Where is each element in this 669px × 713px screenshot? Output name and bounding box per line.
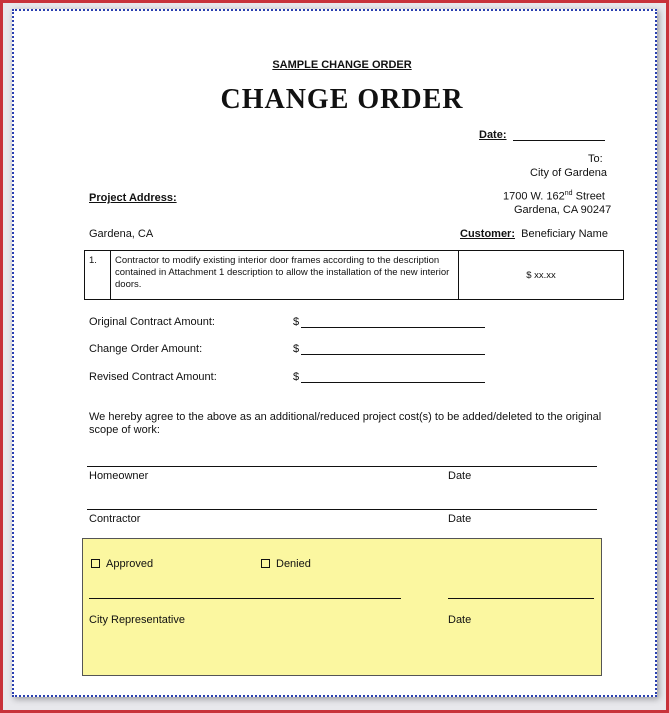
agreement-text: We hereby agree to the above as an additional/reduced project cost(s) to be added/deleted to the original scope of work: xyxy=(89,411,602,436)
approved-label: Approved xyxy=(106,558,154,570)
address-line1: 1700 W. 162nd Street xyxy=(503,190,605,203)
change-amount-prefix: $ xyxy=(293,343,300,355)
date-label: Date: xyxy=(479,129,507,141)
page-content xyxy=(28,22,669,706)
original-amount-prefix: $ xyxy=(293,316,300,328)
rep-signature-line[interactable] xyxy=(89,598,401,599)
project-address-label: Project Address: xyxy=(89,192,177,204)
change-amount-label: Change Order Amount: xyxy=(89,343,203,355)
sample-title: SAMPLE CHANGE ORDER xyxy=(272,59,412,71)
rep-date-line[interactable] xyxy=(448,598,594,599)
contractor-signature-line[interactable] xyxy=(87,509,597,510)
city-rep-label: City Representative xyxy=(89,614,185,626)
original-amount-label: Original Contract Amount: xyxy=(89,316,215,328)
city-text: Gardena, CA xyxy=(89,228,154,240)
item-amount: $ xx.xx xyxy=(526,269,556,281)
revised-amount-prefix: $ xyxy=(293,371,300,383)
change-amount-field[interactable] xyxy=(301,354,485,355)
contractor-label: Contractor xyxy=(89,513,141,525)
customer-label: Customer: xyxy=(460,228,516,240)
denied-label: Denied xyxy=(276,558,311,570)
document-page xyxy=(12,9,657,697)
approval-box xyxy=(82,538,602,676)
homeowner-label: Homeowner xyxy=(89,470,149,482)
item-description: Contractor to modify existing interior door frames according to the description contained in Attachment 1 description to allow the installation of the new interior doors. xyxy=(111,251,459,299)
original-amount-field[interactable] xyxy=(301,327,485,328)
item-table xyxy=(84,250,624,300)
contractor-date-label: Date xyxy=(448,513,472,525)
homeowner-date-label: Date xyxy=(448,470,472,482)
denied-option[interactable] xyxy=(261,558,311,570)
to-label: To: xyxy=(588,153,603,165)
page-title: CHANGE ORDER xyxy=(220,84,464,115)
approved-option[interactable] xyxy=(91,558,153,570)
to-name: City of Gardena xyxy=(530,167,608,179)
customer-row xyxy=(460,228,608,240)
approved-checkbox[interactable] xyxy=(91,559,100,568)
item-number: 1. xyxy=(85,251,111,299)
revised-amount-label: Revised Contract Amount: xyxy=(89,371,217,383)
customer-value: Beneficiary Name xyxy=(521,228,608,240)
date-line[interactable] xyxy=(513,140,605,141)
rep-date-label: Date xyxy=(448,614,472,626)
address-line2: Gardena, CA 90247 xyxy=(514,204,612,216)
denied-checkbox[interactable] xyxy=(261,559,270,568)
revised-amount-field[interactable] xyxy=(301,382,485,383)
homeowner-signature-line[interactable] xyxy=(87,466,597,467)
